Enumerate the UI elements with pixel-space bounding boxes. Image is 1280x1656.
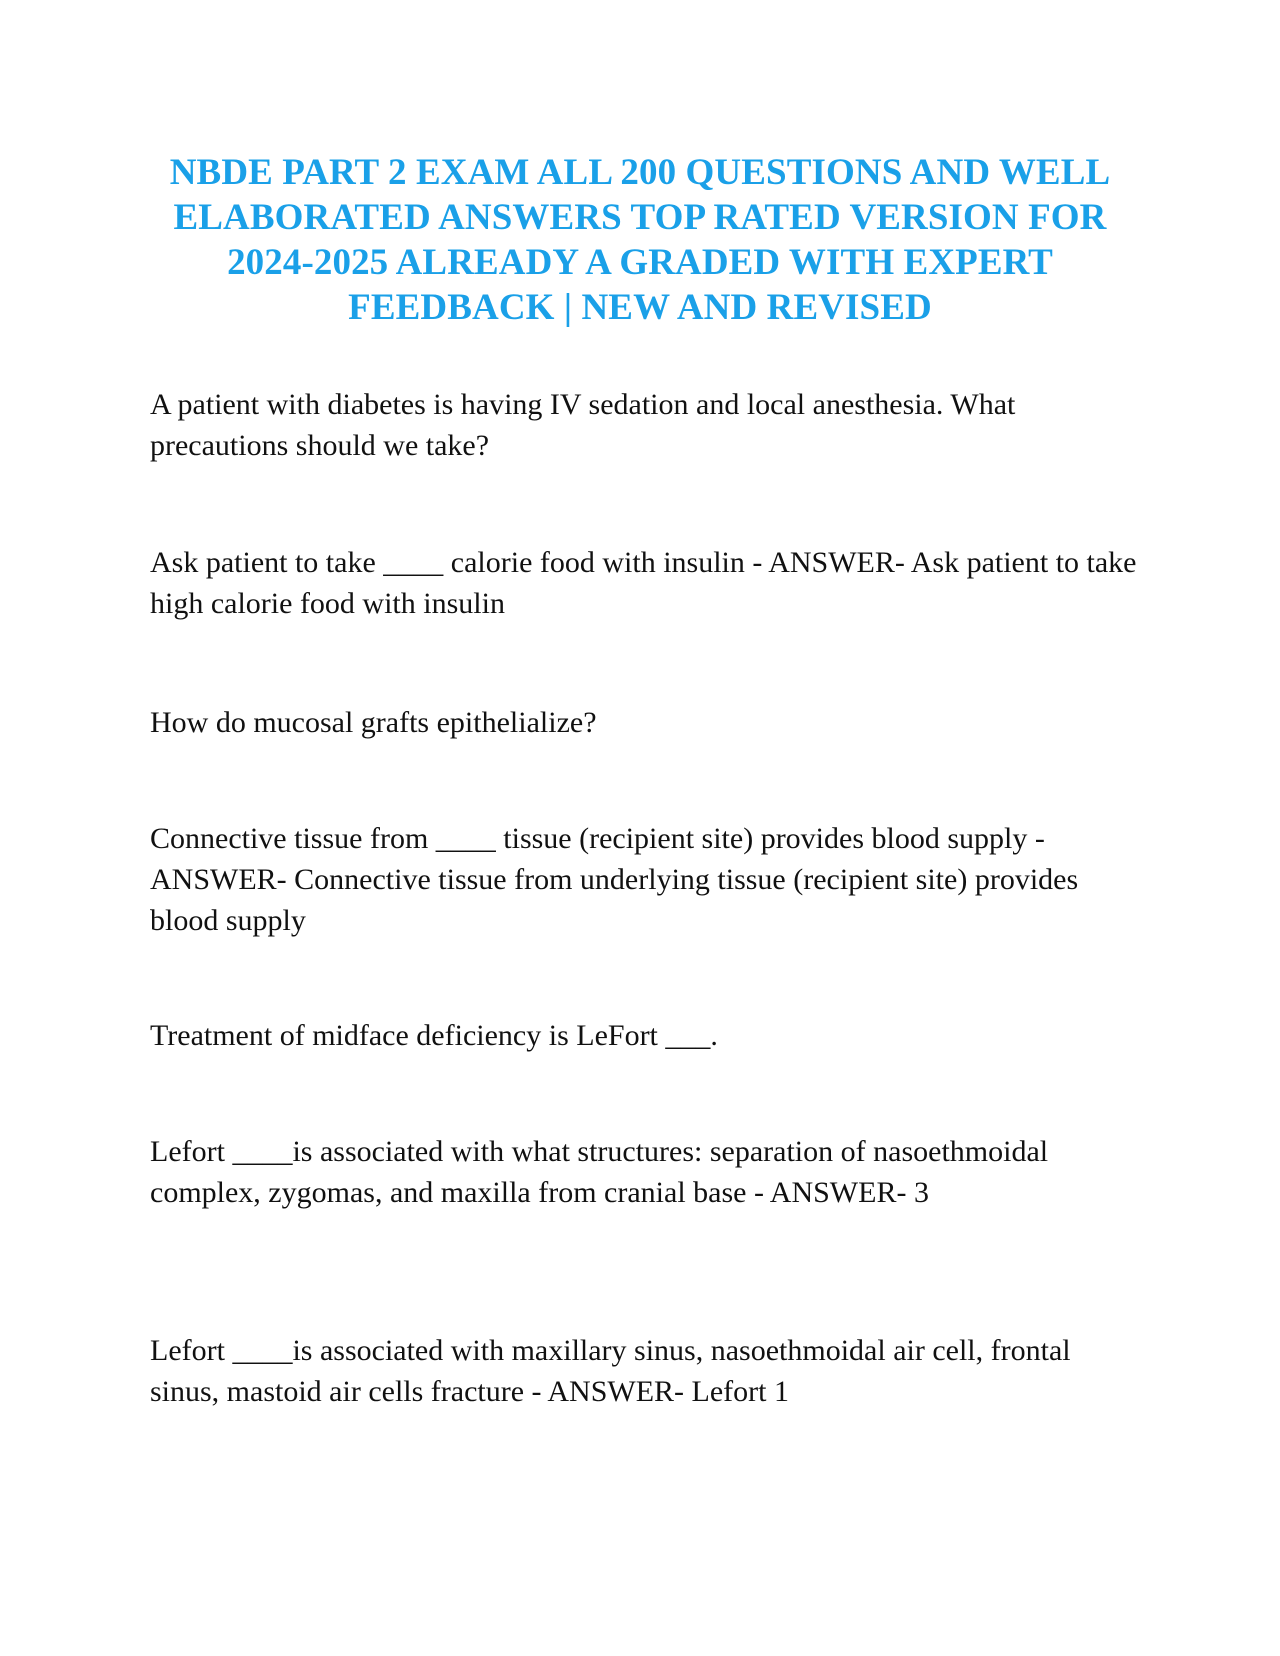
answer-paragraph: Connective tissue from ____ tissue (recipient site) provides blood supply - ANSWER- Connective tissue from underlying tissue (recipient site) provides blood supply	[150, 822, 1079, 937]
document-title: NBDE PART 2 EXAM ALL 200 QUESTIONS AND WELL ELABORATED ANSWERS TOP RATED VERSION FOR 2024-2025 ALREADY A GRADED WITH EXPERT FEEDBACK | NEW AND REVISED	[169, 152, 1111, 328]
question-paragraph: A patient with diabetes is having IV sedation and local anesthesia. What precautions should we take?	[150, 388, 1016, 462]
question-paragraph: Treatment of midface deficiency is LeFort ___.	[150, 1019, 718, 1052]
answer-paragraph: Ask patient to take ____ calorie food with insulin - ANSWER- Ask patient to take high calorie food with insulin	[150, 546, 1137, 620]
question-paragraph: How do mucosal grafts epithelialize?	[150, 706, 597, 739]
answer-paragraph: Lefort ____is associated with what structures: separation of nasoethmoidal complex, zygomas, and maxilla from cranial base - ANSWER- 3	[150, 1135, 1049, 1209]
answer-paragraph: Lefort ____is associated with maxillary sinus, nasoethmoidal air cell, frontal sinus, mastoid air cells fracture - ANSWER- Lefort 1	[150, 1334, 1071, 1408]
